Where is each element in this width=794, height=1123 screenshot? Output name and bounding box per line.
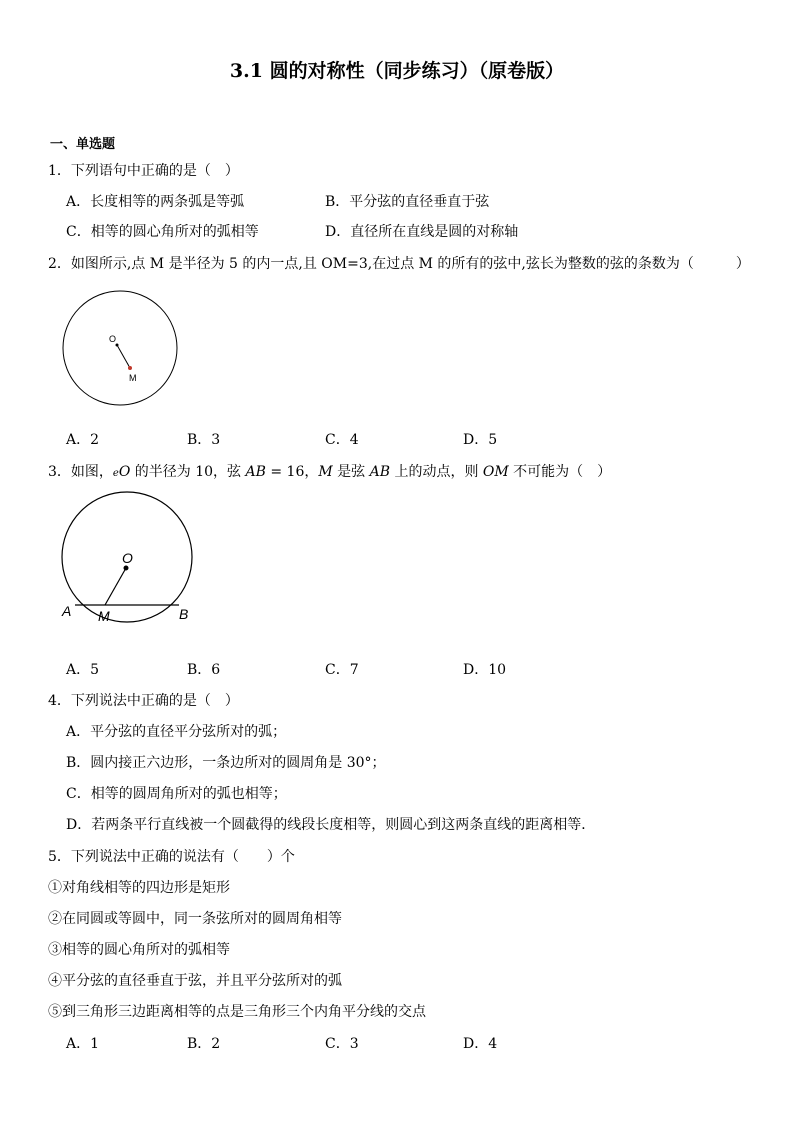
q4-option-c: C．相等的圆周角所对的弧也相等； <box>66 786 287 802</box>
q2-stem: 2．如图所示,点 M 是半径为 5 的内一点,且 OM=3,在过点 M 的所有的弦中,弦长为整数的弦的条数为（ ） <box>48 256 750 272</box>
q1-option-d: D．直径所在直线是圆的对称轴 <box>325 224 519 240</box>
q3-stem-part: 3．如图， <box>48 464 113 480</box>
q3-var-ab: AB <box>245 464 266 480</box>
q2-point-m <box>128 366 132 370</box>
q3-stem-part: 是弦 <box>332 464 370 480</box>
q3-stem-part: = 16， <box>265 464 319 480</box>
q5-statement-1: ①对角线相等的四边形是矩形 <box>48 880 230 896</box>
q3-var-ab: AB <box>369 464 391 480</box>
q3-label-b: B <box>179 606 189 622</box>
q3-stem-part: 上的动点，则 <box>390 464 483 480</box>
q2-option-c: C．4 <box>325 432 359 448</box>
q4-option-b: B．圆内接正六边形，一条边所对的圆周角是 30°； <box>66 755 386 771</box>
q2-option-b: B．3 <box>187 432 221 448</box>
q3-var-m: M <box>318 464 333 480</box>
q3-segment-om <box>105 568 126 605</box>
q3-label-o: O <box>122 550 133 566</box>
q3-option-c: C．7 <box>325 662 359 678</box>
q3-label-a: A <box>62 603 72 619</box>
q2-segment-om <box>117 345 130 368</box>
q3-var-o: O <box>118 464 131 480</box>
q3-stem-part: 不可能为（ ） <box>508 464 612 480</box>
q5-statement-4: ④平分弦的直径垂直于弦，并且平分弦所对的弧 <box>48 973 342 989</box>
q3-option-b: B．6 <box>187 662 221 678</box>
q2-option-a: A．2 <box>66 432 100 448</box>
q5-stem: 5．下列说法中正确的说法有（ ）个 <box>48 849 295 865</box>
q2-circle <box>63 291 177 405</box>
q3-option-a: A．5 <box>66 662 100 678</box>
page-title: 3.1 圆的对称性（同步练习）（原卷版） <box>229 60 565 82</box>
q3-var-om: OM <box>482 464 509 480</box>
q4-option-d: D．若两条平行直线被一个圆截得的线段长度相等，则圆心到这两条直线的距离相等． <box>66 817 596 833</box>
q5-statement-2: ②在同圆或等圆中，同一条弦所对的圆周角相等 <box>48 911 342 927</box>
q2-label-o: O <box>109 334 117 344</box>
q5-statement-5: ⑤到三角形三边距离相等的点是三角形三个内角平分线的交点 <box>48 1004 426 1020</box>
q5-option-a: A．1 <box>66 1036 100 1052</box>
q2-circle-figure <box>55 285 190 420</box>
q1-option-c: C．相等的圆心角所对的弧相等 <box>66 224 259 240</box>
section-heading: 一、单选题 <box>50 137 116 152</box>
q4-option-a: A．平分弦的直径平分弦所对的弧； <box>66 724 287 740</box>
q1-stem: 1．下列语句中正确的是（ ） <box>48 163 239 179</box>
q1-option-a: A．长度相等的两条弧是等弧 <box>66 194 245 210</box>
q3-stem-part: 的半径为 10，弦 <box>130 464 246 480</box>
q5-option-d: D．4 <box>463 1036 498 1052</box>
q3-point-o <box>124 566 129 571</box>
q5-option-b: B．2 <box>187 1036 221 1052</box>
q1-option-b: B．平分弦的直径垂直于弦 <box>325 194 490 210</box>
q3-circle-figure <box>55 485 205 635</box>
q3-circle-symbol: e <box>112 468 119 479</box>
q5-statement-3: ③相等的圆心角所对的弧相等 <box>48 942 230 958</box>
q2-label-m: M <box>129 373 137 383</box>
q3-stem <box>48 461 611 481</box>
q3-label-m: M <box>98 608 110 624</box>
q5-option-c: C．3 <box>325 1036 359 1052</box>
q4-stem: 4．下列说法中正确的是（ ） <box>48 693 239 709</box>
q3-option-d: D．10 <box>463 662 507 678</box>
q2-option-d: D．5 <box>463 432 498 448</box>
